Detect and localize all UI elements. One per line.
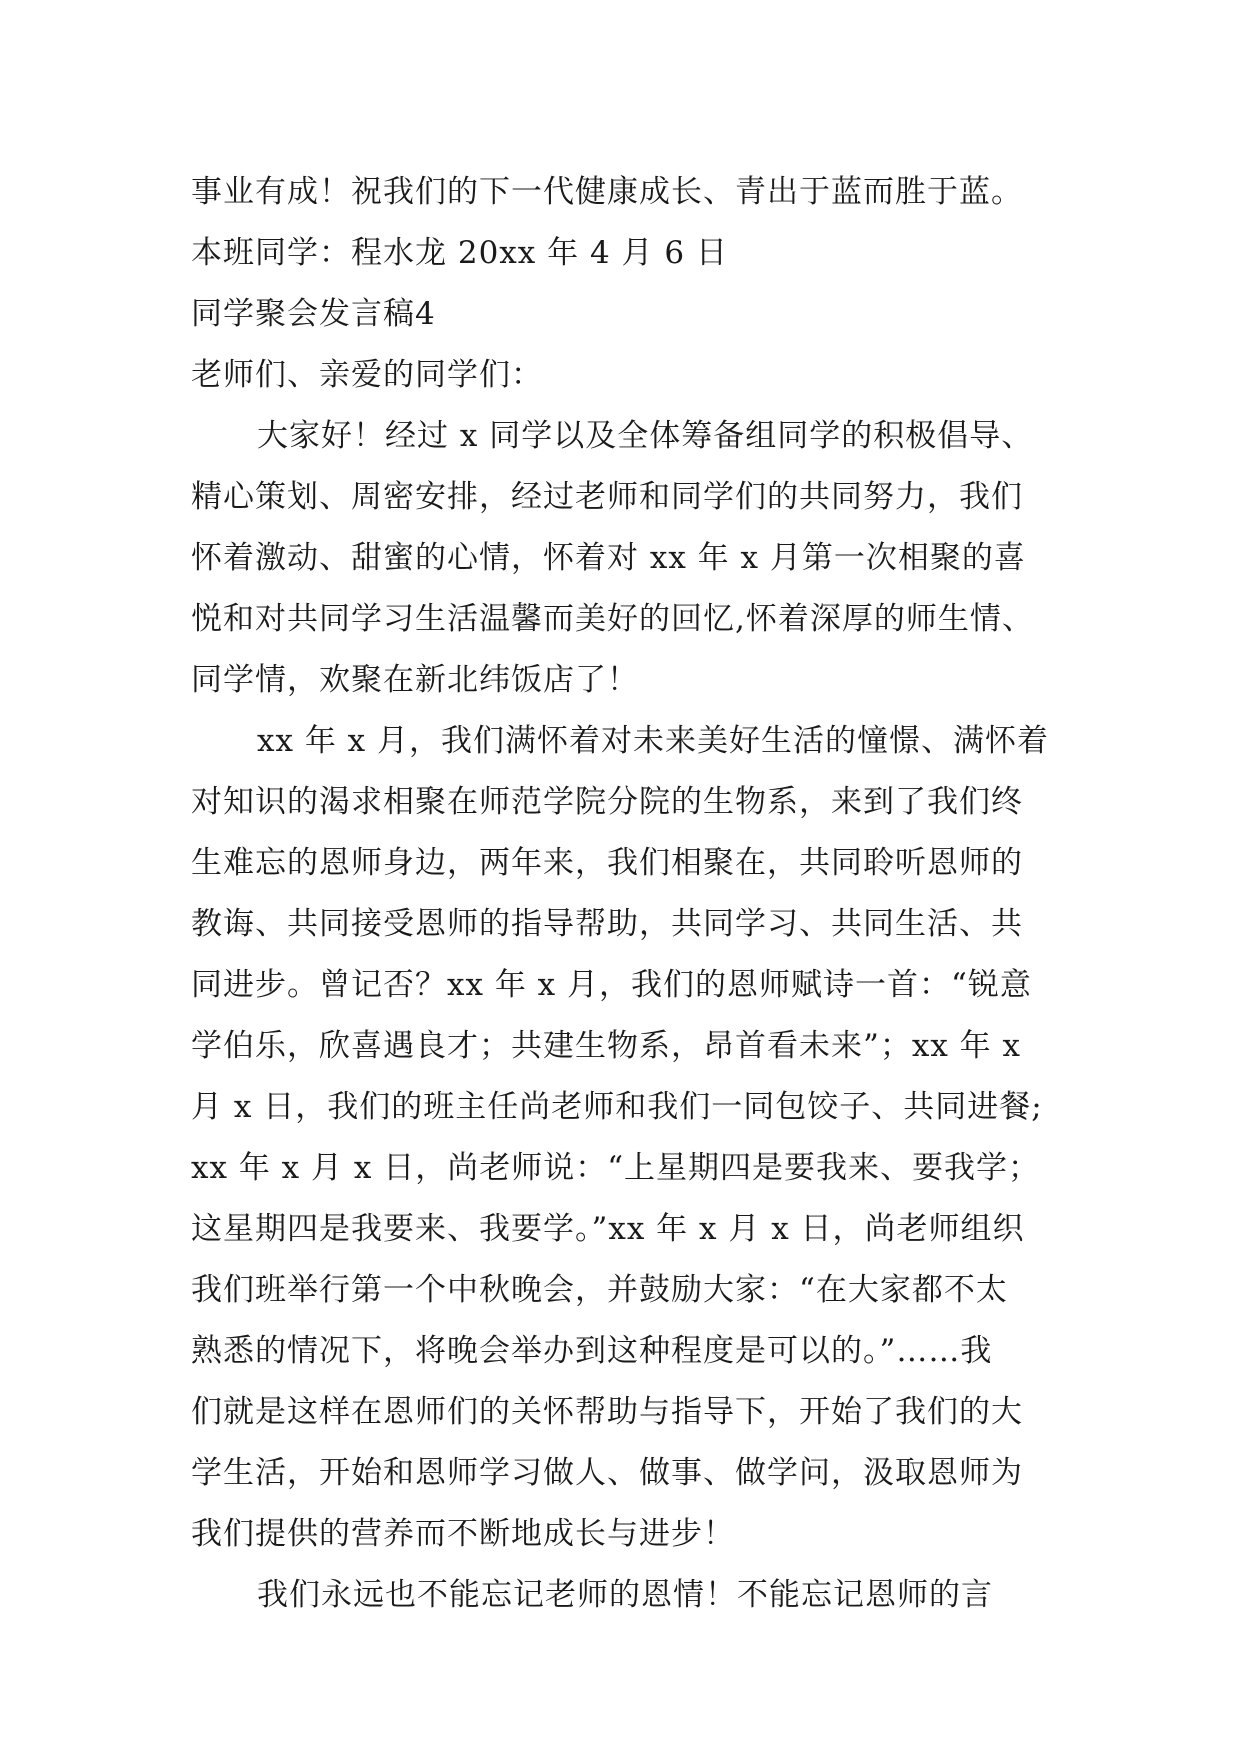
paragraph-start: 大家好！经过 x 同学以及全体筹备组同学的积极倡导、 xyxy=(257,418,1034,454)
text-line: 学伯乐，欣喜遇良才；共建生物系，昂首看未来”；xx 年 x xyxy=(191,1028,1022,1064)
text-line: 对知识的渴求相聚在师范学院分院的生物系，来到了我们终 xyxy=(191,784,1023,820)
text-line: 同进步。曾记否？xx 年 x 月，我们的恩师赋诗一首：“锐意 xyxy=(191,967,1032,1003)
text-line: 事业有成！祝我们的下一代健康成长、青出于蓝而胜于蓝。 xyxy=(191,174,1023,210)
text-line: xx 年 x 月 x 日，尚老师说：“上星期四是要我来、要我学； xyxy=(191,1150,1041,1186)
text-line: 怀着激动、甜蜜的心情，怀着对 xx 年 x 月第一次相聚的喜 xyxy=(191,540,1026,576)
text-line: 学生活，开始和恩师学习做人、做事、做学问，汲取恩师为 xyxy=(191,1455,1023,1491)
text-line: 生难忘的恩师身边，两年来，我们相聚在，共同聆听恩师的 xyxy=(191,845,1023,881)
text-line: 精心策划、周密安排，经过老师和同学们的共同努力，我们 xyxy=(191,479,1023,515)
salutation: 老师们、亲爱的同学们： xyxy=(191,357,543,393)
text-line: 我们班举行第一个中秋晚会，并鼓励大家：“在大家都不太 xyxy=(191,1272,1008,1308)
text-line: 教诲、共同接受恩师的指导帮助，共同学习、共同生活、共 xyxy=(191,906,1023,942)
text-line: 悦和对共同学习生活温馨而美好的回忆,怀着深厚的师生情、 xyxy=(191,601,1034,637)
paragraph-start: 我们永远也不能忘记老师的恩情！不能忘记恩师的言 xyxy=(257,1577,993,1613)
text-line: 我们提供的营养而不断地成长与进步！ xyxy=(191,1516,735,1552)
text-line: 熟悉的情况下，将晚会举办到这种程度是可以的。”……我 xyxy=(191,1333,993,1369)
section-heading: 同学聚会发言稿4 xyxy=(191,296,436,332)
document-body xyxy=(191,162,1071,1626)
text-line: 月 x 日，我们的班主任尚老师和我们一同包饺子、共同进餐; xyxy=(191,1089,1043,1125)
text-line: 们就是这样在恩师们的关怀帮助与指导下，开始了我们的大 xyxy=(191,1394,1023,1430)
text-line: 本班同学：程水龙 20xx 年 4 月 6 日 xyxy=(191,235,728,271)
text-line: 同学情，欢聚在新北纬饭店了！ xyxy=(191,662,639,698)
paragraph-start: xx 年 x 月，我们满怀着对未来美好生活的憧憬、满怀着 xyxy=(257,723,1050,759)
text-line: 这星期四是我要来、我要学。”xx 年 x 月 x 日，尚老师组织 xyxy=(191,1211,1025,1247)
